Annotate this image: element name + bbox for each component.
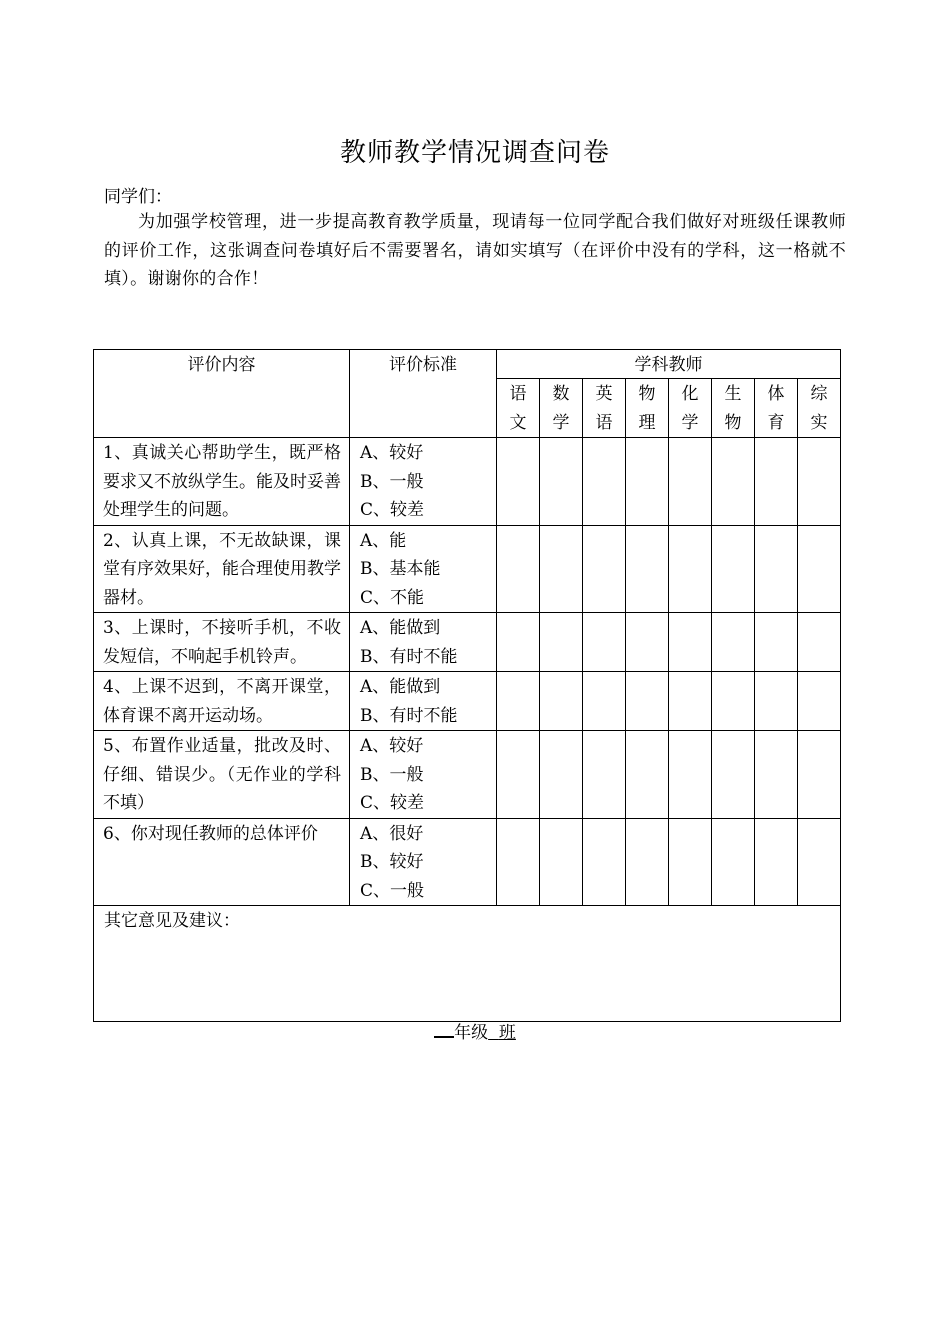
rating-cell[interactable]	[755, 818, 798, 906]
rating-cell[interactable]	[798, 731, 841, 819]
header-standard: 评价标准	[350, 350, 497, 438]
rating-cell[interactable]	[798, 613, 841, 672]
rating-cell[interactable]	[712, 613, 755, 672]
page-title: 教师教学情况调查问卷	[339, 138, 610, 168]
criterion-options: A、较好 B、一般 C、较差	[350, 438, 497, 526]
subject-header: 物 理	[626, 379, 669, 438]
criterion-text: 2、认真上课，不无故缺课，课堂有序效果好，能合理使用教学器材。	[94, 525, 350, 613]
criterion-options: A、能做到 B、有时不能	[350, 613, 497, 672]
rating-cell[interactable]	[755, 731, 798, 819]
criterion-options: A、能 B、基本能 C、不能	[350, 525, 497, 613]
subject-header: 语 文	[497, 379, 540, 438]
table-row	[94, 731, 841, 819]
rating-cell[interactable]	[540, 438, 583, 526]
rating-cell[interactable]	[755, 613, 798, 672]
rating-cell[interactable]	[540, 731, 583, 819]
intro-paragraph: 为加强学校管理，进一步提高教育教学质量，现请每一位同学配合我们做好对班级任课教师的评价工作，这张调查问卷填好后不需要署名，请如实填写（在评价中没有的学科，这一格就不填）。谢谢你的合作！	[104, 212, 846, 289]
rating-cell[interactable]	[712, 525, 755, 613]
criterion-text: 4、上课不迟到，不离开课堂，体育课不离开运动场。	[94, 672, 350, 731]
rating-cell[interactable]	[798, 438, 841, 526]
criterion-options: A、较好 B、一般 C、较差	[350, 731, 497, 819]
table-row	[94, 438, 841, 526]
subject-header: 综 实	[798, 379, 841, 438]
rating-cell[interactable]	[626, 438, 669, 526]
header-content: 评价内容	[94, 350, 350, 438]
criterion-text: 1、真诚关心帮助学生，既严格要求又不放纵学生。能及时妥善处理学生的问题。	[94, 438, 350, 526]
rating-cell[interactable]	[497, 731, 540, 819]
class-blank[interactable]	[488, 1023, 499, 1043]
grade-class-line	[0, 1018, 950, 1043]
table-row	[94, 818, 841, 906]
rating-cell[interactable]	[497, 672, 540, 731]
rating-cell[interactable]	[755, 672, 798, 731]
rating-cell[interactable]	[583, 613, 626, 672]
rating-cell[interactable]	[540, 818, 583, 906]
rating-cell[interactable]	[755, 525, 798, 613]
rating-cell[interactable]	[669, 818, 712, 906]
rating-cell[interactable]	[669, 613, 712, 672]
subject-header: 化 学	[669, 379, 712, 438]
rating-cell[interactable]	[583, 818, 626, 906]
rating-cell[interactable]	[669, 672, 712, 731]
table-row	[94, 525, 841, 613]
rating-cell[interactable]	[583, 731, 626, 819]
grade-blank[interactable]	[434, 1020, 454, 1038]
rating-cell[interactable]	[712, 672, 755, 731]
rating-cell[interactable]	[798, 672, 841, 731]
rating-cell[interactable]	[798, 818, 841, 906]
subject-header: 数 学	[540, 379, 583, 438]
rating-cell[interactable]	[583, 525, 626, 613]
greeting: 同学们：	[104, 187, 172, 207]
rating-cell[interactable]	[497, 438, 540, 526]
table-row	[94, 613, 841, 672]
rating-cell[interactable]	[712, 731, 755, 819]
rating-cell[interactable]	[583, 672, 626, 731]
rating-cell[interactable]	[798, 525, 841, 613]
rating-cell[interactable]	[540, 672, 583, 731]
header-subjects: 学科教师	[497, 350, 841, 379]
rating-cell[interactable]	[712, 438, 755, 526]
table-row	[94, 672, 841, 731]
rating-cell[interactable]	[669, 525, 712, 613]
rating-cell[interactable]	[626, 672, 669, 731]
rating-cell[interactable]	[583, 438, 626, 526]
grade-label: 年级	[454, 1023, 489, 1043]
criterion-text: 6、你对现任教师的总体评价	[94, 818, 350, 906]
rating-cell[interactable]	[497, 613, 540, 672]
rating-cell[interactable]	[669, 731, 712, 819]
criterion-text: 5、布置作业适量，批改及时、仔细、错误少。（无作业的学科不填）	[94, 731, 350, 819]
rating-cell[interactable]	[540, 525, 583, 613]
other-comments-label: 其它意见及建议：	[104, 911, 240, 931]
subject-header: 英 语	[583, 379, 626, 438]
rating-cell[interactable]	[497, 525, 540, 613]
other-comments-field[interactable]	[94, 906, 841, 1022]
rating-cell[interactable]	[626, 613, 669, 672]
class-label: 班	[498, 1023, 516, 1043]
rating-cell[interactable]	[497, 818, 540, 906]
subject-header: 生 物	[712, 379, 755, 438]
criterion-options: A、很好 B、较好 C、一般	[350, 818, 497, 906]
subject-header: 体 育	[755, 379, 798, 438]
rating-cell[interactable]	[669, 438, 712, 526]
criterion-text: 3、上课时，不接听手机，不收发短信，不响起手机铃声。	[94, 613, 350, 672]
other-comments-row	[94, 906, 841, 1022]
rating-cell[interactable]	[755, 438, 798, 526]
rating-cell[interactable]	[626, 731, 669, 819]
criterion-options: A、能做到 B、有时不能	[350, 672, 497, 731]
rating-cell[interactable]	[626, 525, 669, 613]
rating-cell[interactable]	[540, 613, 583, 672]
survey-table	[93, 349, 841, 1022]
rating-cell[interactable]	[626, 818, 669, 906]
rating-cell[interactable]	[712, 818, 755, 906]
